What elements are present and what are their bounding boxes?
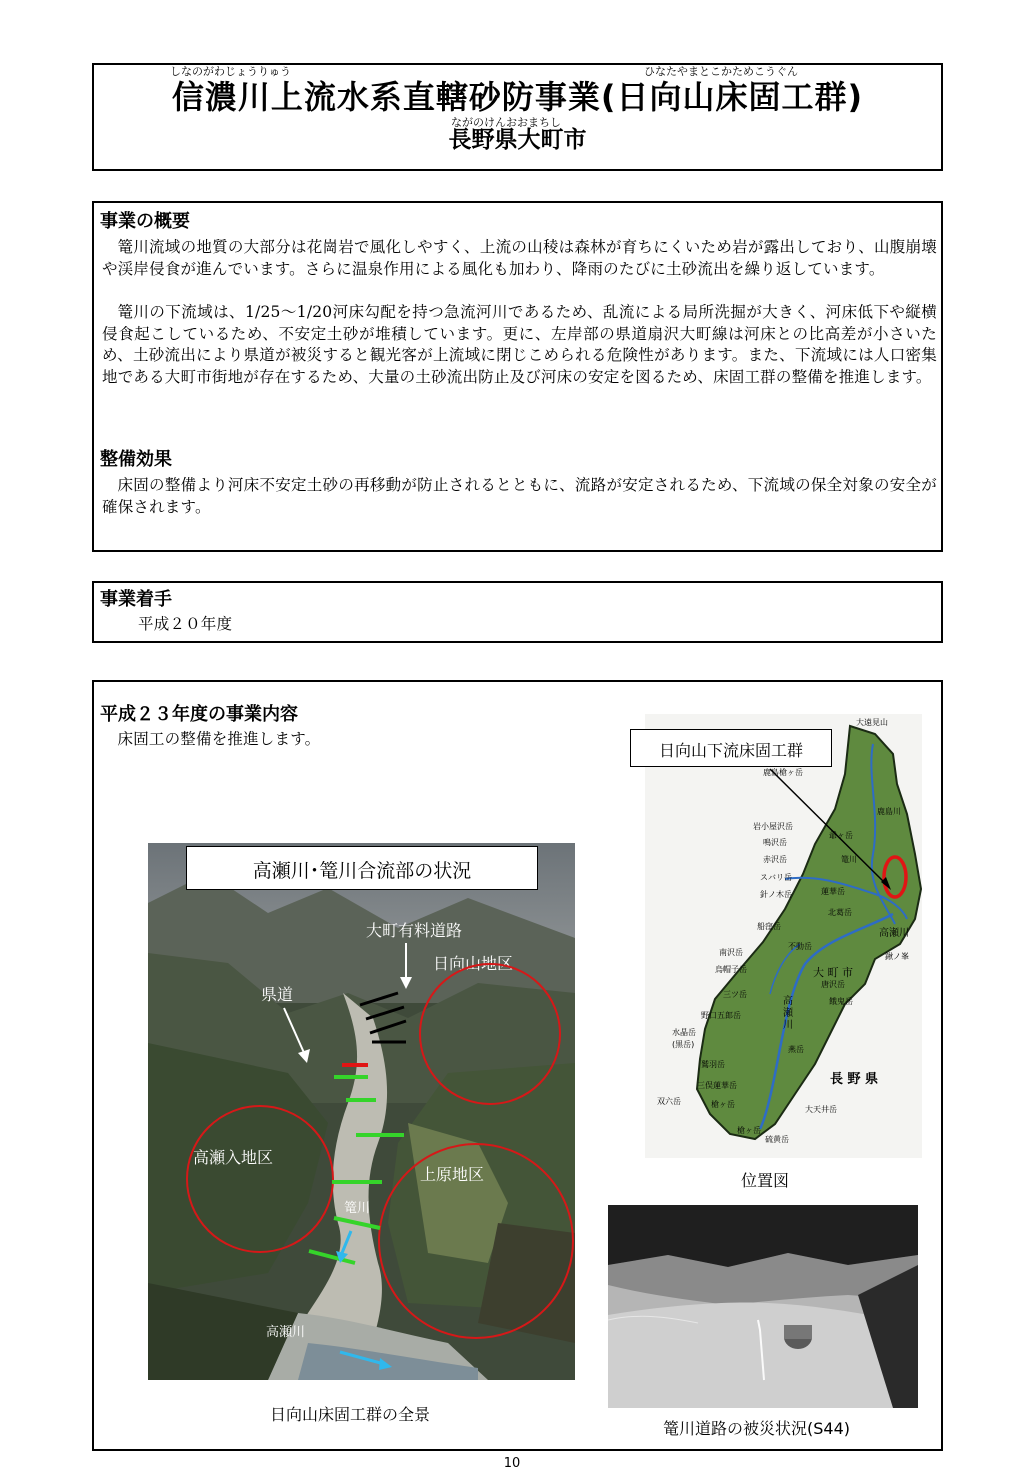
disaster-photo-caption: 篭川道路の被災状況(S44)	[663, 1419, 851, 1438]
start-section	[92, 581, 943, 643]
aerial-overlay	[148, 843, 575, 1380]
map-label-kashimayari: 鹿島槍ヶ岳	[763, 768, 803, 777]
subtitle-ruby: ながのけんおおまちし	[451, 116, 561, 129]
prefectural-road-label: 県道	[261, 985, 294, 1004]
overview-heading: 事業の概要	[100, 211, 190, 232]
map-label-minamisawa: 南沢岳	[719, 948, 743, 957]
uehara-district-label: 上原地区	[420, 1165, 485, 1184]
map-label-takasegawa-vertical: 高瀬川	[783, 996, 793, 1031]
map-label-eboshi: 烏帽子岳	[715, 965, 747, 974]
takasegawa-flow-head	[379, 1358, 392, 1370]
page-subtitle: 長野県大町市	[448, 127, 587, 153]
aerial-title: 高瀬川･篭川合流部の状況	[252, 860, 472, 882]
map-label-kitakuzu: 北葛岳	[828, 908, 852, 917]
location-map	[645, 714, 922, 1158]
start-heading: 事業着手	[100, 589, 172, 610]
title-box	[92, 63, 943, 171]
start-year: 平成２０年度	[138, 615, 233, 633]
map-label-rengedake: 蓮華岳	[821, 887, 845, 896]
toll-road-mark-1	[360, 993, 398, 1005]
hinatayama-district-label: 日向山地区	[433, 954, 514, 973]
map-label-funakubo: 船窪岳	[757, 922, 781, 931]
map-label-noguchigoro: 野口五郎岳	[701, 1011, 741, 1020]
uehara-district-circle	[379, 1144, 573, 1338]
map-label-sugoroku: 双六岳	[657, 1097, 681, 1106]
map-label-narisawa: 鳴沢岳	[763, 838, 787, 847]
map-label-mitsu: 三ツ岳	[723, 990, 747, 999]
disaster-photo	[608, 1205, 918, 1408]
takasegawa-label: 高瀬川	[266, 1325, 306, 1340]
toll-road-mark-2	[366, 1007, 404, 1019]
disaster-photo-art	[608, 1205, 918, 1408]
map-label-karasawa: 唐沢岳	[821, 980, 845, 989]
map-label-omachi: 大 町 市	[813, 966, 853, 979]
map-label-nagano: 長 野 県	[830, 1072, 879, 1087]
map-label-takasegawa: 高瀬川	[879, 928, 909, 939]
title-ruby-1: しなのがわじょうりゅう	[170, 65, 291, 78]
prefectural-road-arrow-head	[298, 1049, 310, 1063]
map-label-yari: 槍ヶ岳	[737, 1126, 761, 1135]
title-ruby-2: ひなたやまとこかためこうぐん	[644, 65, 798, 78]
map-label-akazawa: 赤沢岳	[763, 855, 787, 864]
map-label-sankoku: 燕岳	[788, 1045, 804, 1054]
map-label-iwagoya: 岩小屋沢岳	[753, 822, 793, 831]
overview-section	[92, 201, 943, 552]
location-map-caption: 位置図	[741, 1171, 790, 1190]
map-label-tsubame: 硫黄岳	[765, 1135, 789, 1144]
sabo-dam-5	[334, 1218, 380, 1228]
map-label-fudo: 不動岳	[788, 942, 812, 951]
aerial-photo	[148, 843, 575, 1380]
toll-road-mark-3	[370, 1021, 406, 1033]
map-label-subari: スバリ岳	[760, 873, 792, 882]
effect-paragraph: 床固の整備より河床不安定土砂の再移動が防止されるとともに、流路が安定されるため、下流域の保全対象の安全が確保されます。	[102, 476, 937, 516]
hinatayama-district-circle	[420, 964, 560, 1104]
effect-heading: 整備効果	[100, 449, 172, 470]
map-label-washiba: 鷲羽岳	[701, 1060, 725, 1069]
aerial-caption: 日向山床固工群の全景	[270, 1405, 431, 1424]
toll-road-arrow-head	[400, 977, 412, 989]
map-callout-box	[630, 729, 832, 767]
map-label-oshisunami: 大遠見山	[856, 718, 888, 727]
takaseiri-district-label: 高瀬入地区	[193, 1148, 274, 1167]
map-label-washi2: 槍ヶ岳	[711, 1100, 735, 1109]
map-label-harinoki: 針ノ木岳	[760, 890, 792, 899]
kagogawa-label: 篭川	[344, 1201, 371, 1216]
map-label-kashimagawa: 鹿島川	[877, 807, 901, 816]
toll-road-label: 大町有料道路	[366, 921, 463, 940]
map-callout-text: 日向山下流床固工群	[658, 741, 803, 760]
map-label-kanoumi: 鍬ノ峯	[885, 952, 909, 961]
kagogawa-flow-line	[342, 1231, 351, 1253]
fy23-heading: 平成２３年度の事業内容	[100, 704, 298, 725]
map-label-mitsumata: 三俣蓮華岳	[697, 1081, 737, 1090]
map-label-daitenjo: 大天井岳	[805, 1105, 837, 1114]
fy23-text: 床固工の整備を推進します。	[117, 730, 321, 748]
takasegawa-flow-line	[340, 1352, 384, 1364]
overview-paragraph-1: 篭川流域の地質の大部分は花崗岩で風化しやすく、上流の山稜は森林が育ちにくいため岩が露出しており、山腹崩壊や渓岸侵食が進んでいます。さらに温泉作用による風化も加わり、降雨のたびに土砂流出を繰り返しています。	[102, 238, 937, 278]
map-label-ennogaku: 餓鬼岳	[829, 997, 853, 1006]
sabo-dam-6	[309, 1251, 355, 1263]
map-label-kagogawa: 篭川	[841, 855, 857, 864]
page-number: 10	[503, 1456, 521, 1471]
overview-paragraph-2: 篭川の下流域は、1/25〜1/20河床勾配を持つ急流河川であるため、乱流による局所洗掘が大きく、河床低下や縦横侵食起こしているため、不安定土砂が堆積しています。更に、左岸部の県道扇沢大町線は河床との比高差が小さいため、土砂流出により県道が被災すると観光客が上流域に閉じこめられる危険性があります。また、下流域には人口密集地である大町市街地が存在するため、大量の土砂流出防止及び河床の安定を図るため、床固工群の整備を推進します。	[102, 303, 937, 386]
takaseiri-district-circle	[187, 1106, 333, 1252]
prefectural-road-arrow-line	[284, 1008, 305, 1055]
map-label-kurodake: (黒岳)	[672, 1040, 695, 1049]
page-title: 信濃川上流水系直轄砂防事業(日向山床固工群)	[171, 78, 864, 116]
map-label-suisho: 水晶岳	[672, 1028, 696, 1037]
map-label-jiigatake: 爺ヶ岳	[829, 831, 853, 840]
